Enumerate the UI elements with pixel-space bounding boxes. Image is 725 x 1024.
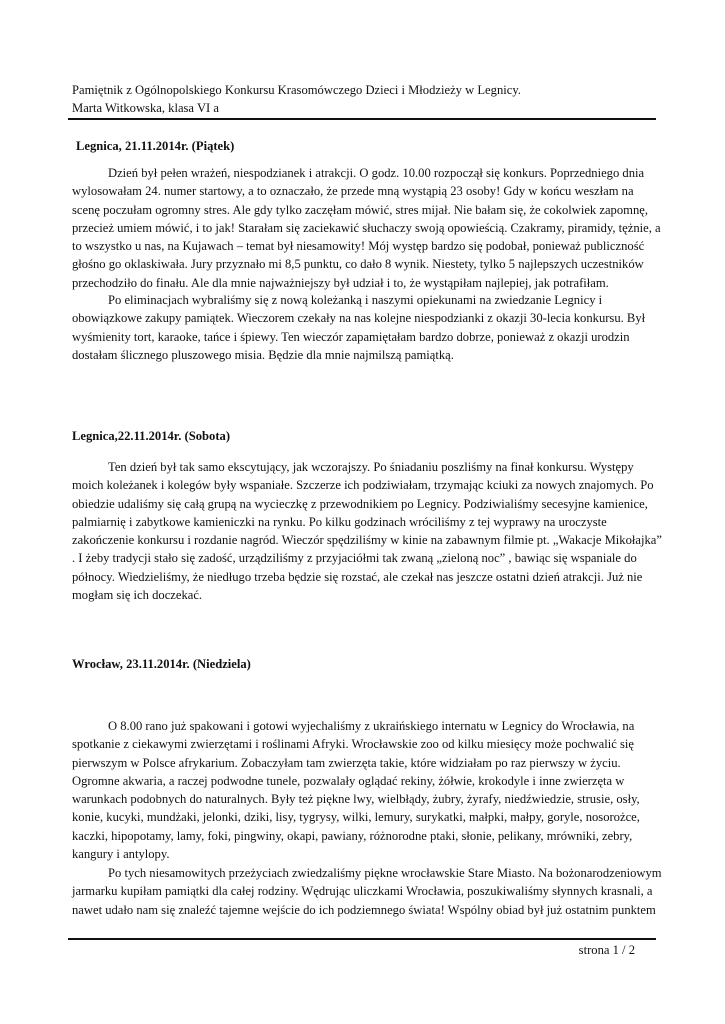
header-divider bbox=[68, 118, 656, 120]
page-number: strona 1 / 2 bbox=[578, 943, 635, 957]
paragraph-sunday-2: Po tych niesamowitych przeżyciach zwiedzaliśmy piękne wrocławskie Stare Miasto. Na bożonarodzeniowym jarmarku kupiłam pamiątki dla całej rodziny. Wędrując uliczkami Wrocławia, poszukiwaliśmy słynnych krasnali, a nawet udało nam się znaleźć tajemne wejście do ich podziemnego świata! Wspólny obiad był już ostatnim punktem bbox=[72, 866, 662, 917]
paragraph-friday-2: Po eliminacjach wybraliśmy się z nową koleżanką i naszymi opiekunami na zwiedzanie Legnicy i obowiązkowe zakupy pamiątek. Wieczorem czekały na nas kolejne niespodzianki z okazji 30-lecia konkursu. Był wyśmienity tort, karaoke, tańce i śpiewy. Ten wieczór zapamiętałam bardzo dobrze, ponieważ z okazji urodzin dostałam ślicznego pluszowego misia. Będzie dla mnie najmilszą pamiątką. bbox=[72, 293, 646, 362]
section-heading-sunday: Wrocław, 23.11.2014r. (Niedziela) bbox=[72, 657, 251, 671]
paragraph-saturday-1: Ten dzień był tak samo ekscytujący, jak wczorajszy. Po śniadaniu poszliśmy na finał konkursu. Występy moich koleżanek i kolegów były wspaniałe. Szczerze ich podziwiałam, trzymając kciuki za nowych znajomych. Po obiedzie udaliśmy się całą grupą na wycieczkę z przewodnikiem po Legnicy. Podziwialiśmy secesyjne kamienice, palmiarnię i zabytkowe kamieniczki na rynku. Po kilku godzinach wróciliśmy z tej wyprawy na uroczyste zakończenie konkursu i rozdanie nagród. Wieczór spędziliśmy w kinie na zabawnym filmie pt. „Wakacje Mikołajka” . I żeby tradycji stało się zadość, urządziliśmy z przyjaciółmi tak zwaną „zieloną noc” , bawiąc się wspaniale do północy. Wiedzieliśmy, że niedługo trzeba będzie się rozstać, ale czekał nas jeszcze ostatni dzień atrakcji. Już nie mogłam się ich doczekać. bbox=[72, 460, 662, 603]
document-title: Pamiętnik z Ogólnopolskiego Konkursu Krasomówczego Dzieci i Młodzieży w Legnicy. bbox=[72, 83, 521, 97]
author-line: Marta Witkowska, klasa VI a bbox=[72, 101, 219, 115]
footer-divider bbox=[68, 938, 656, 940]
section-heading-saturday: Legnica,22.11.2014r. (Sobota) bbox=[72, 429, 231, 443]
paragraph-sunday-1: O 8.00 rano już spakowani i gotowi wyjechaliśmy z ukraińskiego internatu w Legnicy do Wrocławia, na spotkanie z ciekawymi zwierzętami i roślinami Afryki. Wrocławskie zoo od kilku miesięcy może pochwalić się pierwszym w Polsce afrykarium. Zobaczyłam tam zwierzęta takie, które widziałam po raz pierwszy w życiu. Ogromne akwaria, a raczej podwodne tunele, pozwalały oglądać rekiny, żółwie, krokodyle i inne zwierzęta w warunkach podobnych do naturalnych. Były też piękne lwy, wielbłądy, żubry, żyrafy, niedźwiedzie, strusie, osły, konie, kucyki, mundżaki, jelonki, dziki, lisy, tygrysy, wilki, lemury, surykatki, małpki, małpy, goryle, nosorożce, kaczki, hipopotamy, lamy, foki, pingwiny, okapi, pawiany, różnorodne ptaki, słonie, pelikany, mrówniki, zebry, kangury i antylopy. bbox=[72, 719, 640, 862]
section-heading-friday: Legnica, 21.11.2014r. (Piątek) bbox=[76, 139, 235, 153]
paragraph-friday-1: Dzień był pełen wrażeń, niespodzianek i atrakcji. O godz. 10.00 rozpoczął się konkurs. Poprzedniego dnia wylosowałam 24. numer startowy, a to oznaczało, że przede mną wystąpią 23 osoby! Gdy w końcu weszłam na scenę poczułam ogromny stres. Ale gdy tylko zaczęłam mówić, stres mijał. Nie bałam się, że cokolwiek zapomnę, przecież umiem mówić, i to jak! Starałam się zaciekawić słuchaczy swoją opowieścią. Czakramy, piramidy, tężnie, a to wszystko u nas, na Kujawach – temat był niesamowity! Mój występ bardzo się podobał, ponieważ publiczność głośno go oklaskiwała. Jury przyznało mi 8,5 punktu, co dało 8 wynik. Niestety, tylko 5 najlepszych uczestników przechodziło do finału. Ale dla mnie najważniejszy był udział i to, że wystąpiłam najlepiej, jak potrafiłam. bbox=[72, 166, 661, 290]
